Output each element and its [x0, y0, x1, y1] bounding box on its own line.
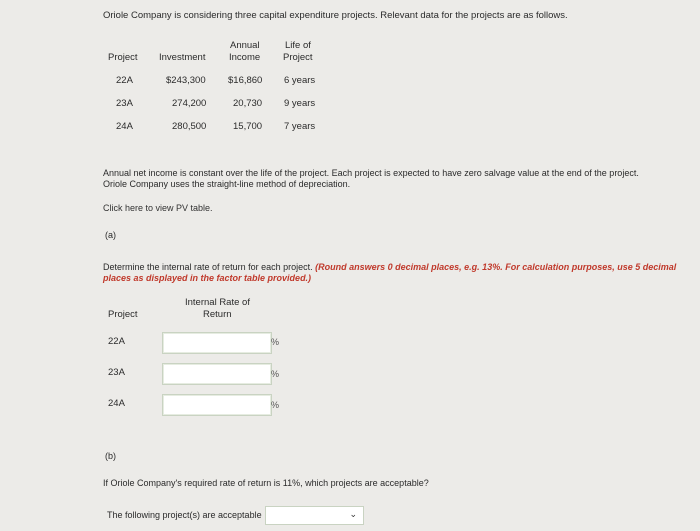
acceptable-projects-select[interactable]	[265, 506, 364, 525]
part-a-label: (a)	[105, 230, 116, 240]
col-header-investment: Investment	[159, 52, 206, 63]
note-line-2: Oriole Company uses the straight-line method of depreciation.	[103, 179, 351, 189]
irr-row-project-22a: 22A	[108, 336, 125, 347]
part-b-question: If Oriole Company's required rate of return is 11%, which projects are acceptable?	[103, 478, 429, 488]
irr-input-24a[interactable]	[162, 394, 272, 416]
acceptable-projects-label: The following project(s) are acceptable	[107, 510, 262, 520]
irr-row-project-23a: 23A	[108, 367, 125, 378]
pv-table-link[interactable]: Click here to view PV table.	[103, 203, 213, 213]
table-cell-investment: $243,300	[166, 75, 206, 86]
table-cell-income: 15,700	[233, 121, 263, 132]
col-header-annual: Annual	[230, 40, 260, 51]
part-a-question: Determine the internal rate of return for each project.	[103, 262, 313, 272]
irr-col-header-project: Project	[108, 309, 138, 320]
part-b-label: (b)	[105, 451, 116, 461]
table-cell-project: 23A	[116, 98, 133, 109]
part-a-instructions: (Round answers 0 decimal places, e.g. 13%. For calculation purposes, use 5 decimal	[315, 262, 677, 272]
table-cell-project: 22A	[116, 75, 133, 86]
percent-unit: %	[271, 400, 280, 410]
table-cell-life: 9 years	[284, 98, 316, 109]
table-cell-investment: 280,500	[172, 121, 207, 132]
intro-text: Oriole Company is considering three capital expenditure projects. Relevant data for the projects are as follows.	[103, 10, 568, 21]
table-cell-income: 20,730	[233, 98, 263, 109]
chevron-down-icon: ⌄	[349, 509, 357, 519]
note-line-1: Annual net income is constant over the life of the project. Each project is expected to have zero salvage value at the end of the project.	[103, 168, 639, 178]
col-header-life-project: Project	[283, 52, 313, 63]
percent-unit: %	[271, 337, 280, 347]
table-cell-life: 6 years	[284, 75, 316, 86]
table-cell-investment: 274,200	[172, 98, 207, 109]
part-a-instructions-line-2: places as displayed in the factor table provided.)	[103, 273, 312, 283]
irr-input-22a[interactable]	[162, 332, 272, 354]
percent-unit: %	[271, 369, 280, 379]
irr-row-project-24a: 24A	[108, 398, 125, 409]
col-header-life-of: Life of	[285, 40, 311, 51]
table-cell-income: $16,860	[228, 75, 263, 86]
col-header-project: Project	[108, 52, 138, 63]
part-a-question-line-1	[103, 262, 676, 273]
irr-col-header-internal-rate: Internal Rate of	[185, 297, 250, 308]
table-cell-life: 7 years	[284, 121, 316, 132]
col-header-income: Income	[229, 52, 261, 63]
irr-col-header-return: Return	[203, 309, 232, 320]
table-cell-project: 24A	[116, 121, 133, 132]
irr-input-23a[interactable]	[162, 363, 272, 385]
